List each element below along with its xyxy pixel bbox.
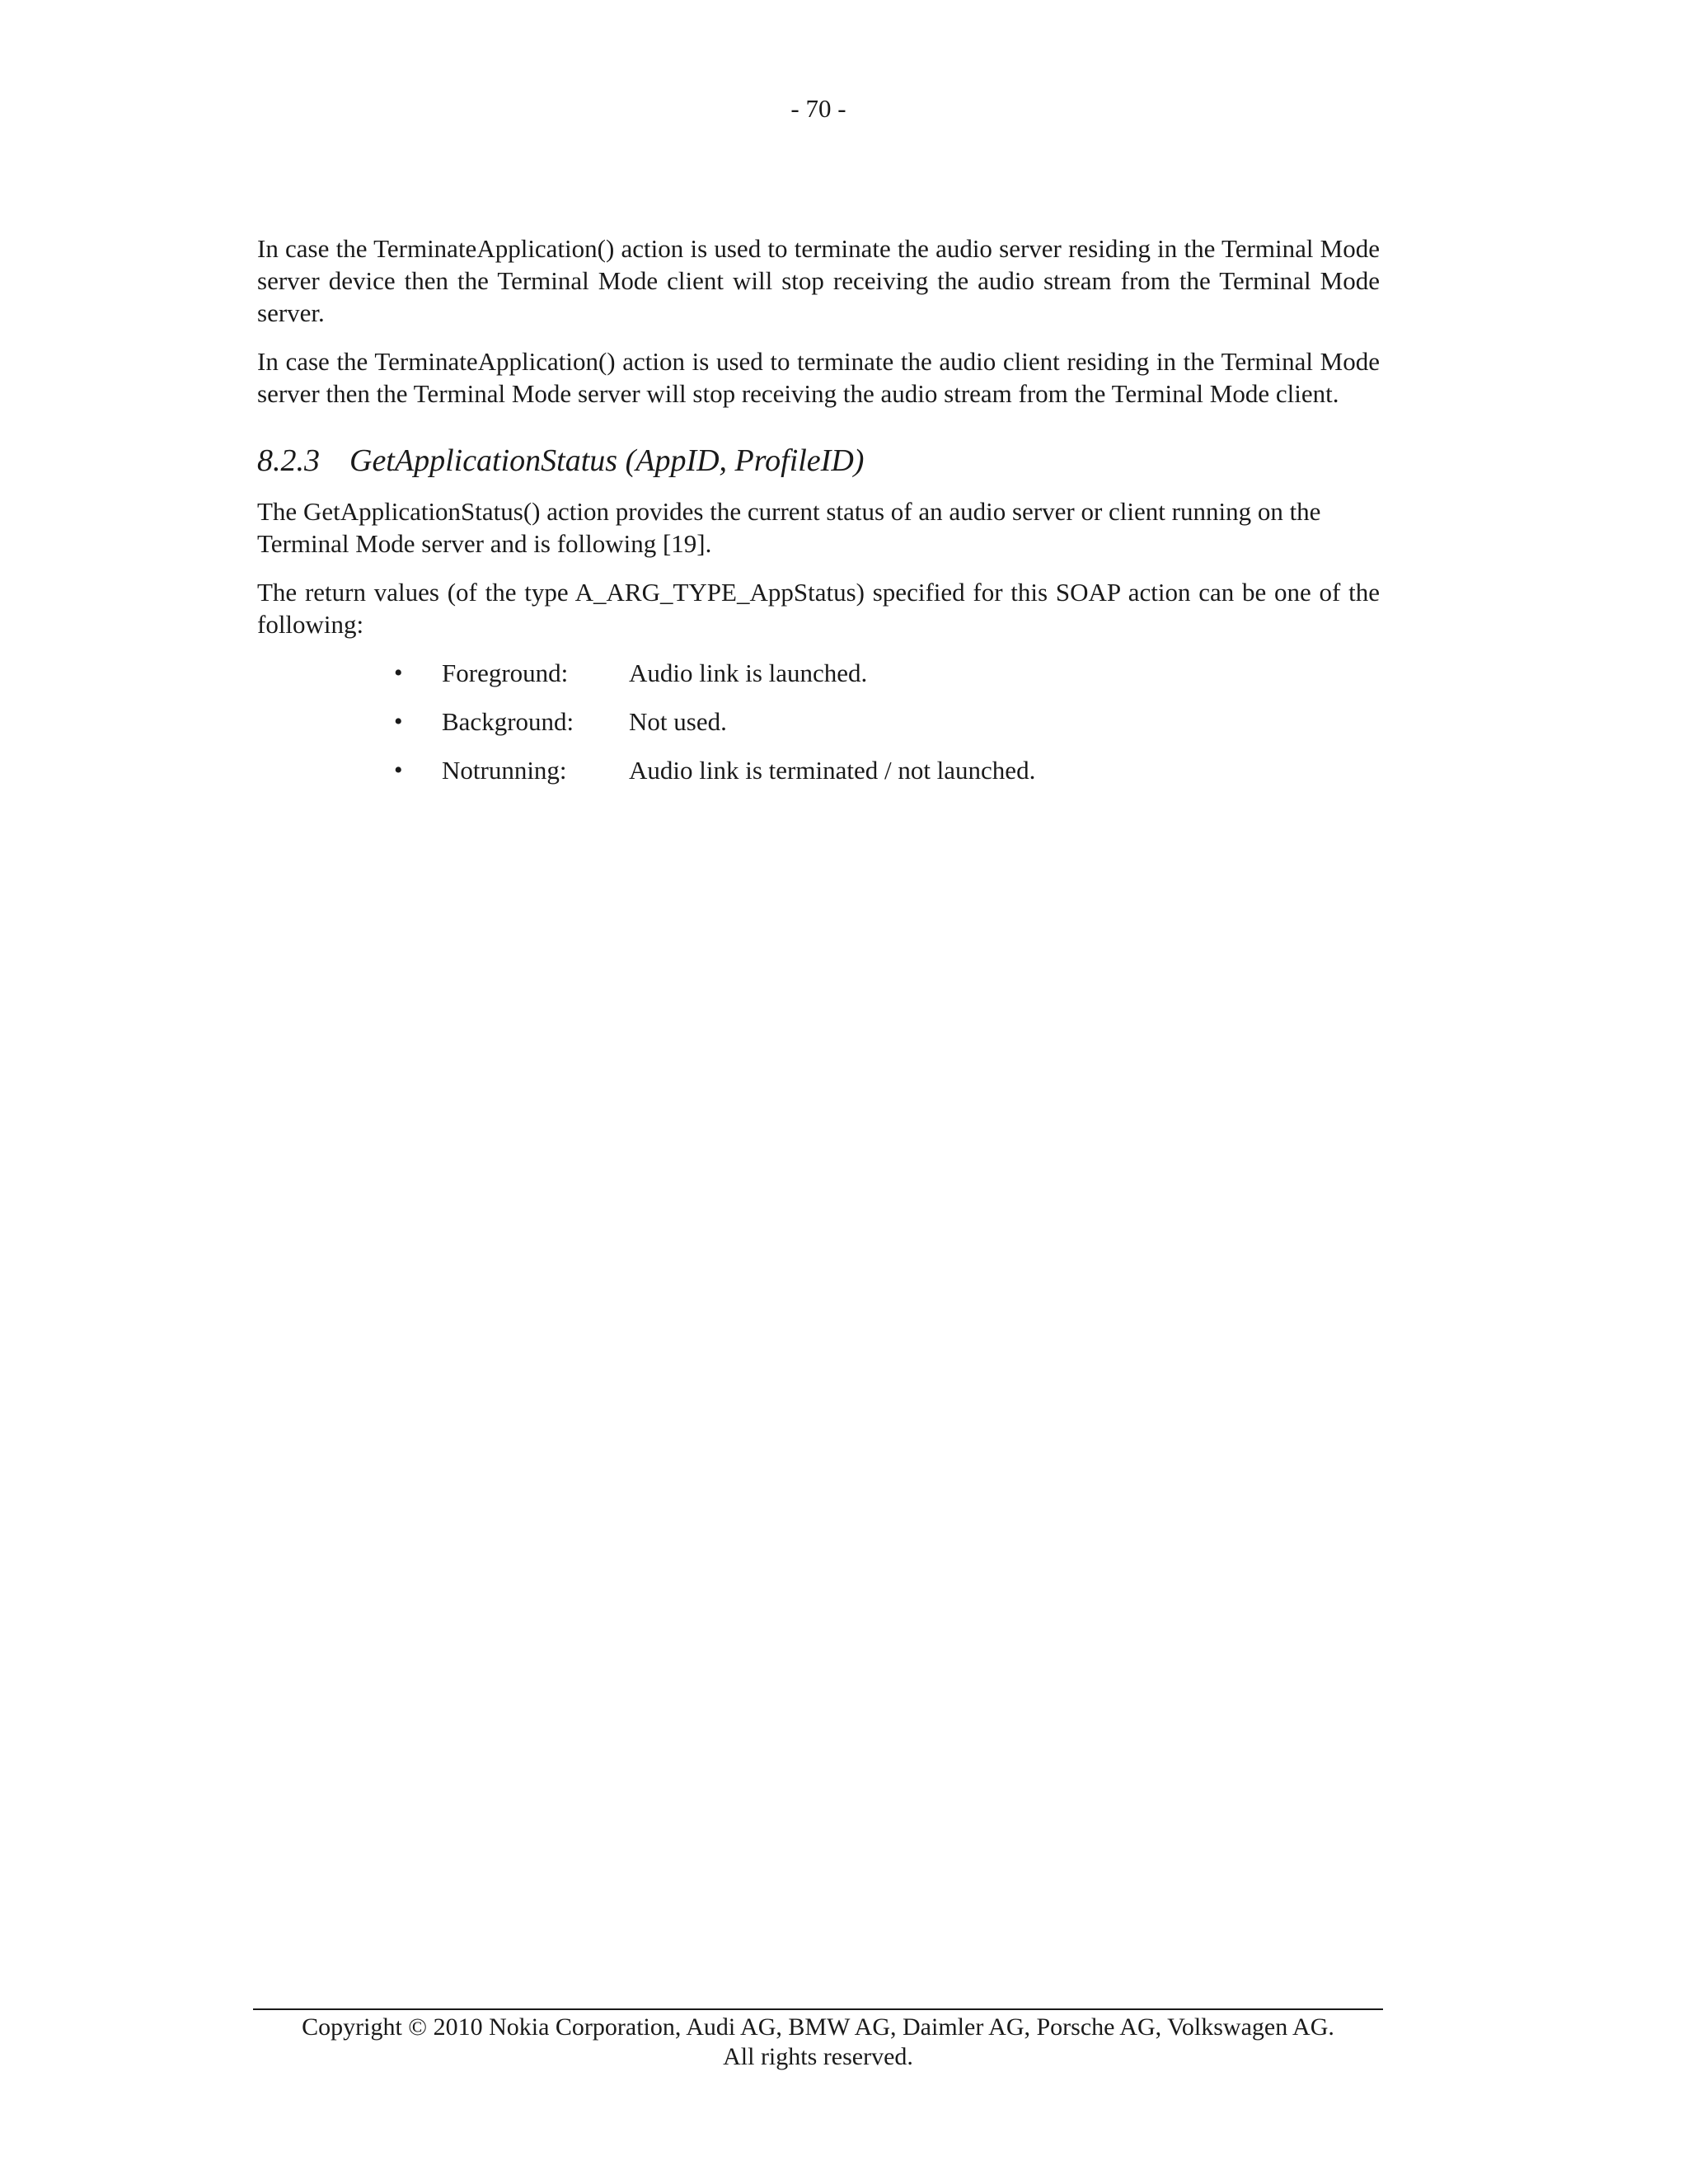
bullet-icon: • (394, 708, 403, 735)
section-number: 8.2.3 (257, 443, 320, 478)
paragraph-return-values: The return values (of the type A_ARG_TYPE_AppStatus) specified for this SOAP action can be one of the following: (257, 578, 1380, 639)
footer (253, 2013, 1383, 2072)
copyright-line: Copyright © 2010 Nokia Corporation, Audi AG, BMW AG, Daimler AG, Porsche AG, Volkswagen AG. (302, 2013, 1334, 2041)
page-number: - 70 - (790, 94, 846, 123)
list-item (394, 657, 1380, 689)
status-description: Not used. (629, 707, 727, 736)
status-name: Notrunning: (442, 756, 567, 785)
status-value-list (257, 657, 1380, 786)
paragraph-terminate-audio-server: In case the TerminateApplication() action is used to terminate the audio server residing in the Terminal Mode server device then the Terminal Mode client will stop receiving the audio stream from the Terminal Mode server. (257, 234, 1380, 327)
section-heading (257, 441, 1380, 480)
rights-line: All rights reserved. (723, 2043, 913, 2070)
paragraph-get-application-status: The GetApplicationStatus() action provides the current status of an audio server or client running on the Terminal Mode server and is following [19]. (257, 497, 1321, 558)
footer-divider (253, 2008, 1383, 2010)
list-item (394, 754, 1380, 786)
page-body (257, 232, 1380, 803)
list-item (394, 705, 1380, 738)
status-name: Background: (442, 707, 574, 736)
bullet-icon: • (394, 659, 403, 687)
bullet-icon: • (394, 757, 403, 784)
status-name: Foreground: (442, 658, 569, 687)
paragraph-terminate-audio-client: In case the TerminateApplication() action is used to terminate the audio client residing in the Terminal Mode server then the Terminal Mode server will stop receiving the audio stream from the Terminal Mode client. (257, 347, 1380, 408)
status-description: Audio link is terminated / not launched. (629, 756, 1036, 785)
status-description: Audio link is launched. (629, 658, 868, 687)
section-title: GetApplicationStatus (AppID, ProfileID) (349, 443, 865, 478)
